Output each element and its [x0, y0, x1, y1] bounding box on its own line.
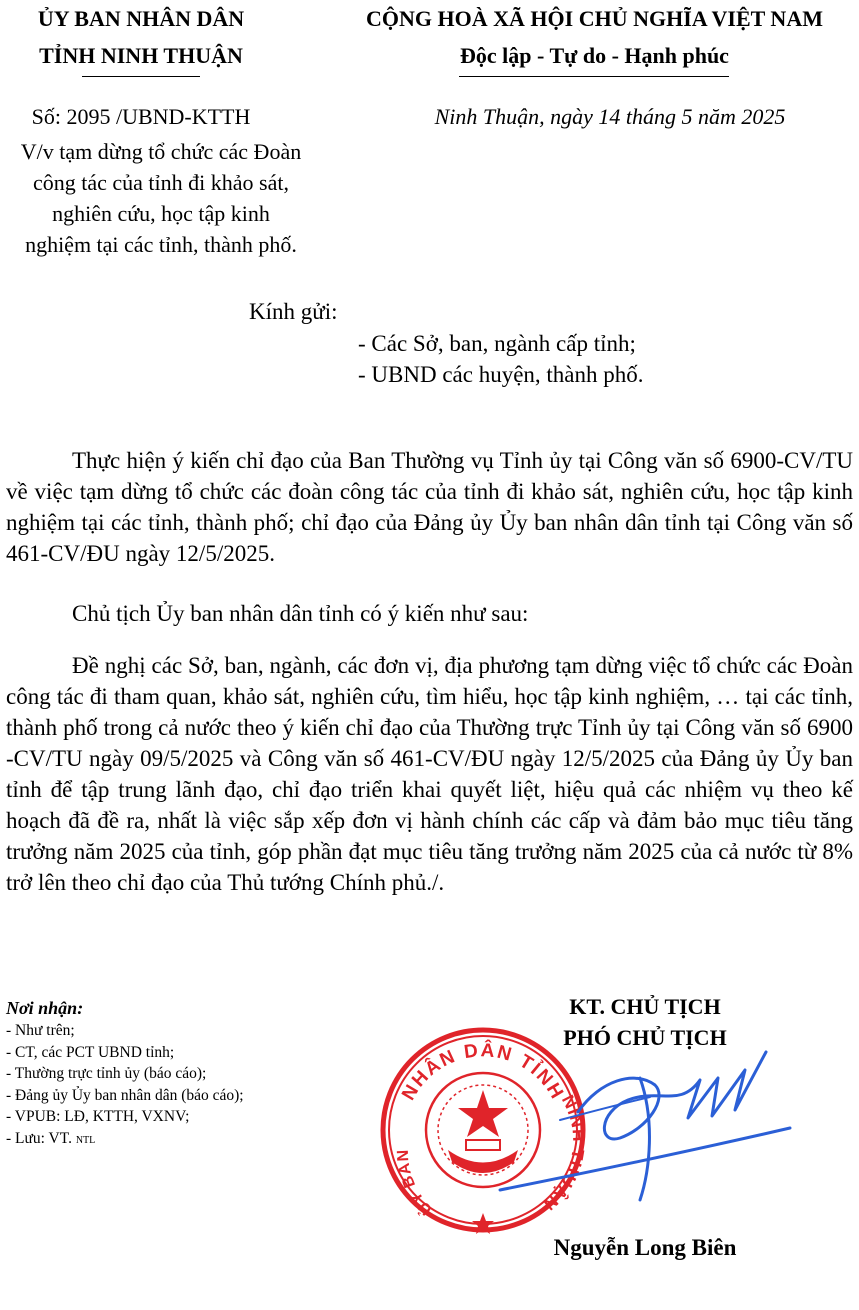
recipient-item: - Đảng ủy Ủy ban nhân dân (báo cáo); — [6, 1086, 244, 1104]
recipient-storage: - Lưu: VT. — [6, 1129, 72, 1147]
agency-name-line1: ỦY BAN NHÂN DÂN — [37, 6, 245, 31]
country-name: CỘNG HOÀ XÃ HỘI CHỦ NGHĨA VIỆT NAM — [366, 6, 823, 31]
recipient-item: - CT, các PCT UBND tỉnh; — [6, 1043, 175, 1061]
agency-name-line2: TỈNH NINH THUẬN — [39, 43, 243, 68]
seal-left-text: ỦY BAN — [394, 1148, 436, 1218]
subject-line: nghiên cứu, học tập kinh — [52, 201, 270, 226]
subject-line: nghiệm tại các tỉnh, thành phố. — [25, 232, 297, 257]
addressee-item: - UBND các huyện, thành phố. — [358, 362, 644, 387]
body-paragraph-3: Đề nghị các Sở, ban, ngành, các đơn vị, địa phương tạm dừng việc tổ chức các Đoàn công tác đi tham quan, khảo sát, nghiên cứu, tìm hiểu, học tập kinh nghiệm, … tại các tỉnh, thành phố trong cả nước theo ý kiến chỉ đạo của Thường trực Tỉnh ủy tại Công văn số 6900 -CV/TU ngày 09/5/2025 và Công văn số 461-CV/ĐU ngày 12/5/2025 của Đảng ủy Ủy ban tỉnh để tập trung lãnh đạo, chỉ đạo triển khai quyết liệt, hiệu quả các nhiệm vụ theo kế hoạch đã đề ra, nhất là việc sắp xếp đơn vị hành chính các cấp và đảm bảo mục tiêu tăng trưởng năm 2025 của tỉnh, góp phần đạt mục tiêu tăng trưởng năm 2025 của cả nước từ 8% trở lên theo chỉ đạo của Thủ tướng Chính phủ./. — [6, 653, 853, 895]
recipient-item: - Thường trực tỉnh ủy (báo cáo); — [6, 1065, 207, 1083]
recipient-item: - Như trên; — [6, 1022, 75, 1039]
subject-line: V/v tạm dừng tổ chức các Đoàn — [20, 139, 302, 164]
drafter-initials: NTL — [75, 1134, 96, 1146]
addressee-label: Kính gửi: — [249, 299, 338, 324]
addressee-item: - Các Sở, ban, ngành cấp tỉnh; — [358, 331, 636, 356]
signer-name: Nguyễn Long Biên — [553, 1235, 737, 1260]
subject-line: công tác của tỉnh đi khảo sát, — [33, 170, 289, 195]
document-number: Số: 2095 /UBND-KTTH — [31, 104, 251, 129]
place-date: Ninh Thuận, ngày 14 tháng 5 năm 2025 — [434, 104, 786, 129]
signer-title-2: PHÓ CHỦ TỊCH — [563, 1025, 727, 1050]
star-icon — [458, 1090, 508, 1137]
body-paragraph-1: Thực hiện ý kiến chỉ đạo của Ban Thường vụ Tỉnh ủy tại Công văn số 6900-CV/TU về việc tạm dừng tổ chức các đoàn công tác của tỉnh đi khảo sát, nghiên cứu, học tập kinh nghiệm tại các tỉnh, thành phố; chỉ đạo của Đảng ủy Ủy ban nhân dân tỉnh tại Công văn số 461-CV/ĐU ngày 12/5/2025. — [6, 448, 853, 566]
country-motto: Độc lập - Tự do - Hạnh phúc — [460, 43, 729, 68]
recipients-title: Nơi nhận: — [6, 998, 84, 1018]
svg-text:ỦY BAN — [395, 1148, 436, 1219]
seal-top-text: NHÂN DÂN TỈNH — [398, 1040, 568, 1105]
signer-title-1: KT. CHỦ TỊCH — [569, 994, 721, 1019]
official-seal — [383, 1030, 588, 1234]
recipient-item: - VPUB: LĐ, KTTH, VXNV; — [6, 1108, 190, 1126]
seal-right-text: NINH THUẬN — [539, 1092, 589, 1215]
body-paragraph-2: Chủ tịch Ủy ban nhân dân tỉnh có ý kiến như sau: — [72, 601, 529, 626]
